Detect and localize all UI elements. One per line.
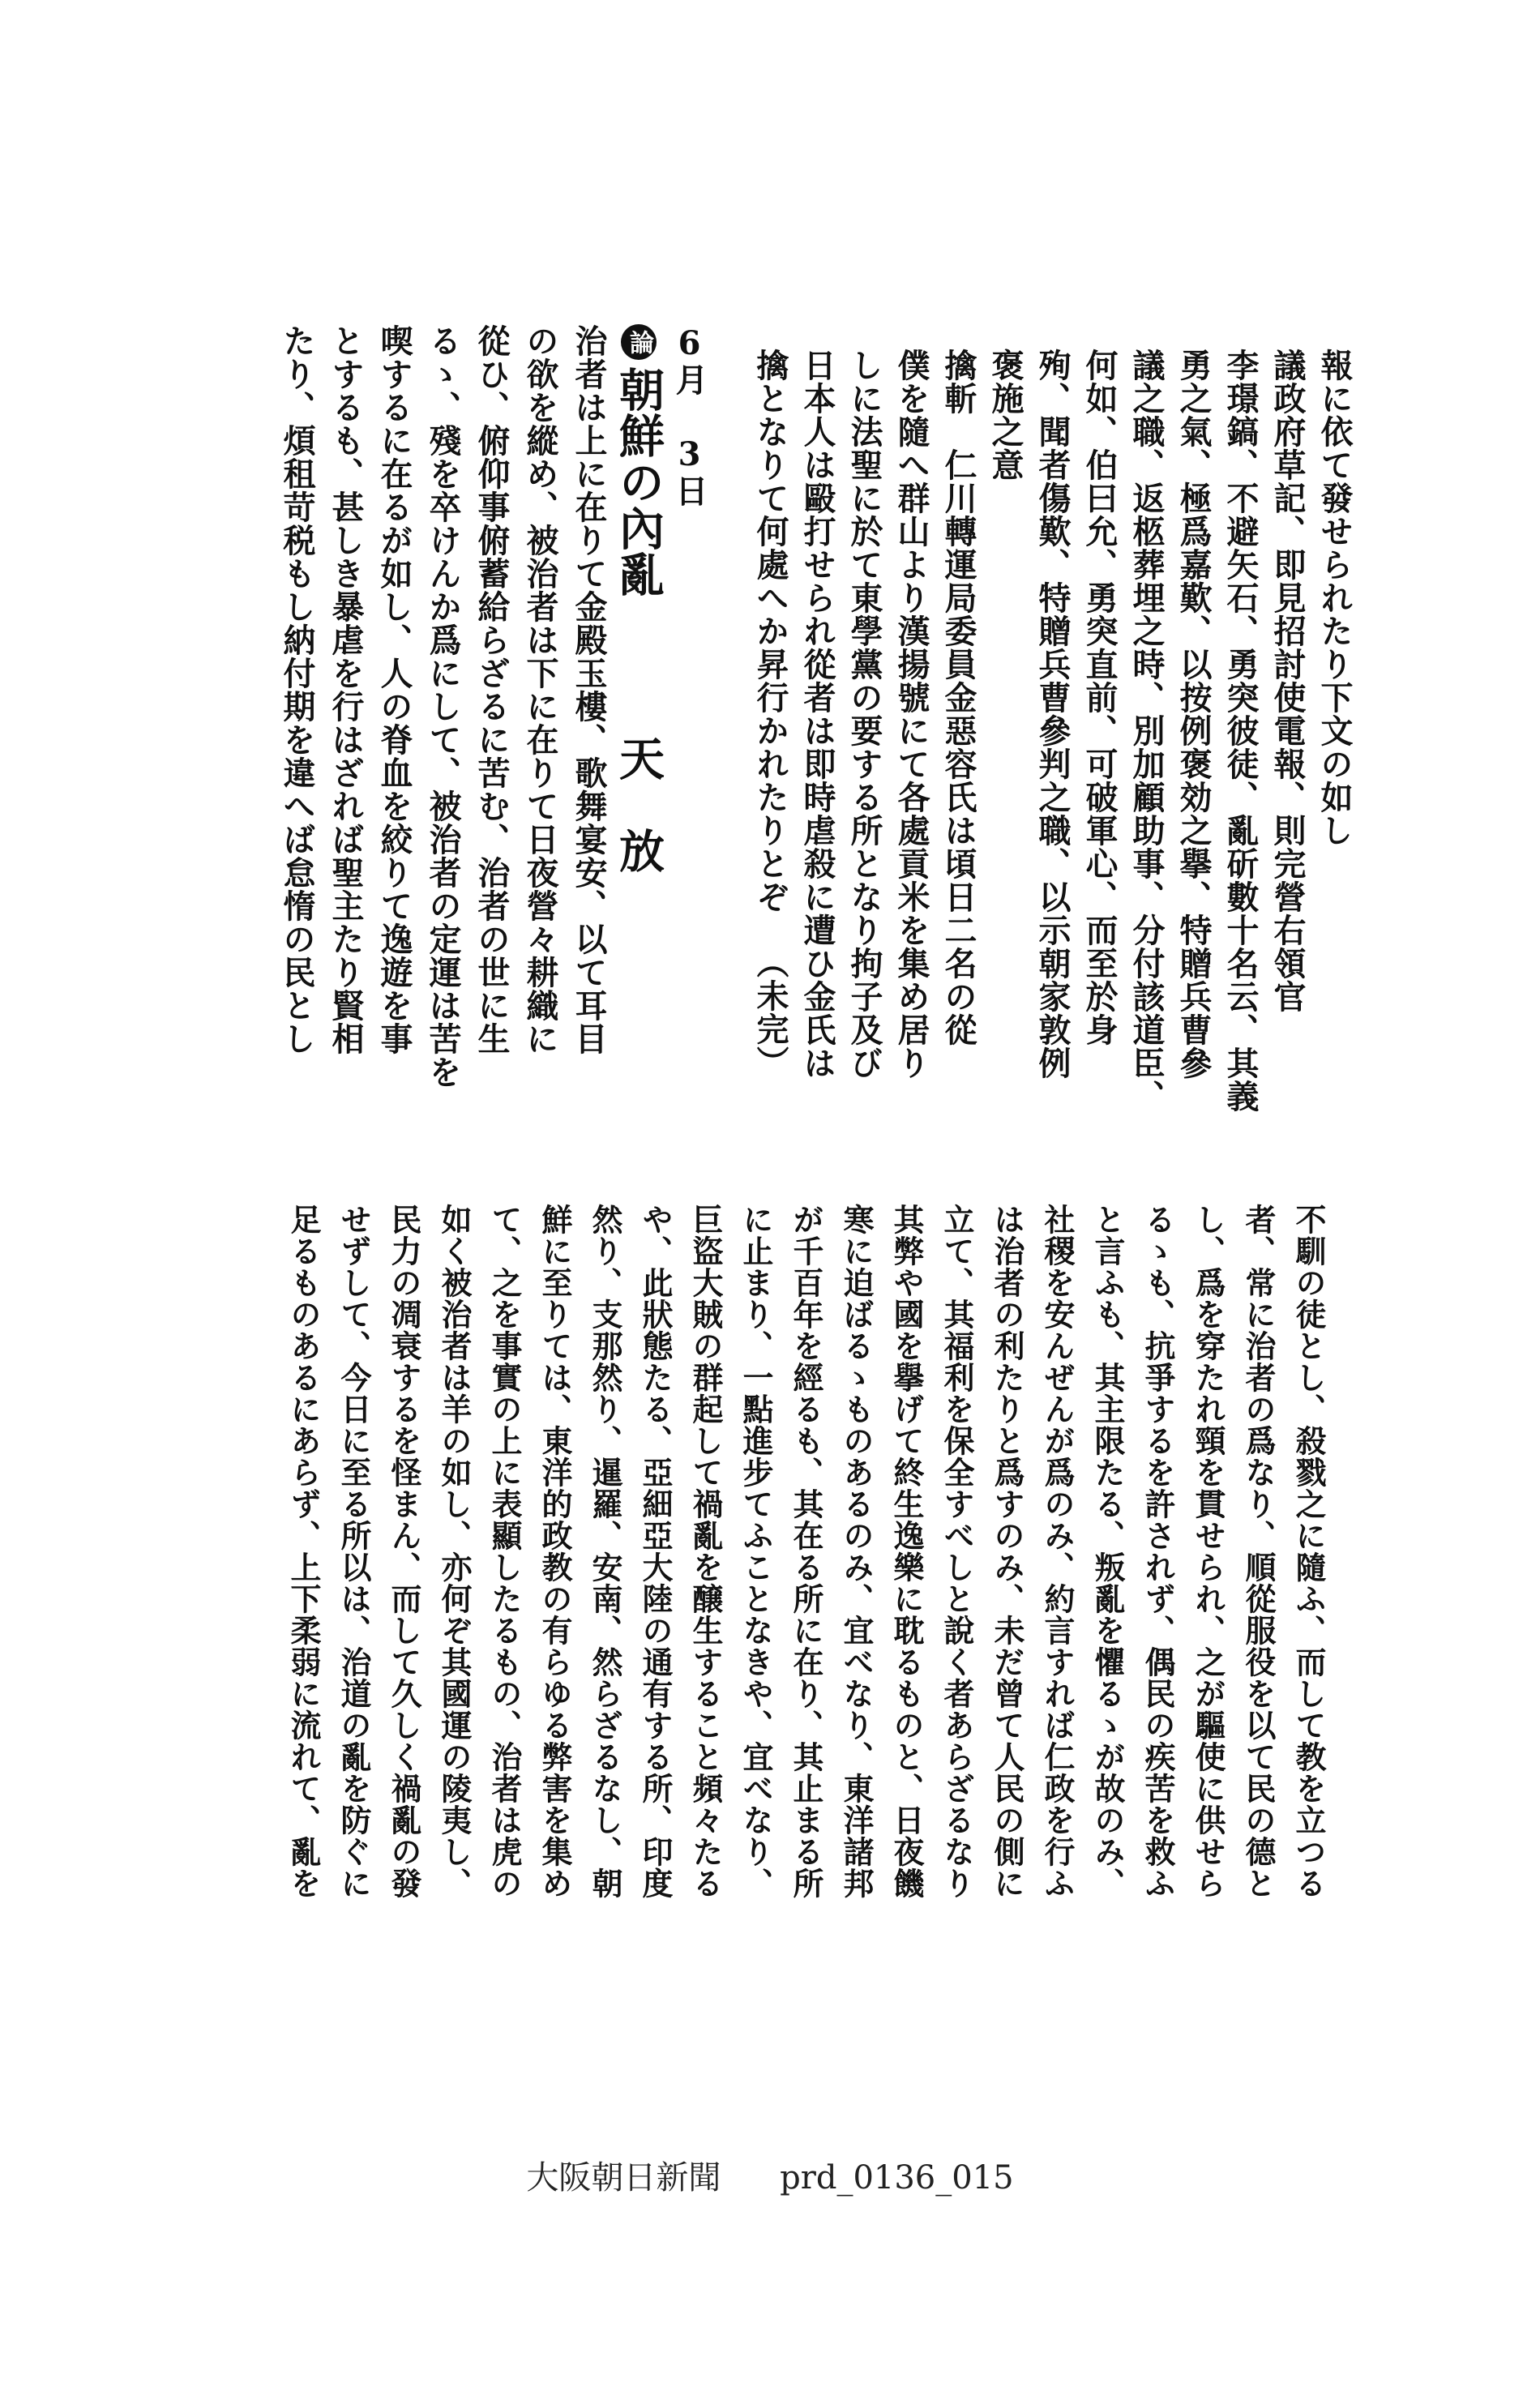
text-column: 議之職、返柩葬埋之時、別加顧助事、分付該道臣、 xyxy=(1127,349,1166,1113)
page-id: prd_0136_015 xyxy=(780,2159,1014,2197)
text-column: 報に依て發せられたり下文の如し xyxy=(1315,349,1354,847)
text-column: せずして、今日に至る所以は、治道の亂を防ぐに xyxy=(336,1204,372,1899)
article-top-right xyxy=(751,349,1358,1113)
title-mark-badge: 論 xyxy=(621,324,657,360)
text-column: 議政府草記、即見招討使電報、則完營右領官 xyxy=(1268,349,1307,1013)
text-column: 立て、其福利を保全すべしと說く者あらざるなり xyxy=(939,1204,975,1899)
page-footer xyxy=(0,2152,1540,2198)
unfinished-mark: （未完） xyxy=(751,946,789,1079)
text-column: 喫するに在るが如し、人の脊血を絞りて逸遊を事 xyxy=(375,324,413,1055)
text-column: 僕を隨へ群山より漢揚號にて各處貢米を集め居り xyxy=(892,349,930,1080)
text-column: が千百年を經るも、其在る所に在り、其止まる所 xyxy=(788,1204,824,1899)
text-column: は治者の利たりと爲すのみ、未だ曾て人民の側に xyxy=(989,1204,1025,1899)
text-column: 何如、伯曰允、勇突直前、可破軍心、而至於身 xyxy=(1080,349,1119,1046)
text-column: と言ふも、其主限たる、叛亂を懼るゝが故のみ、 xyxy=(1089,1204,1126,1899)
text-column: 李璟鎬、不避矢石、勇突彼徒、亂斫數十名云、其義 xyxy=(1221,349,1260,1113)
text-column: て、之を事實の上に表顯したるもの、治者は虎の xyxy=(486,1204,523,1899)
text-column: の欲を縱め、被治者は下に在りて日夜營々耕織に xyxy=(521,324,559,1055)
text-column-last xyxy=(746,349,794,1102)
text-column: 如く被治者は羊の如し、亦何ぞ其國運の陵夷し、 xyxy=(436,1204,473,1899)
article-top-left xyxy=(195,324,713,1102)
text-column: とするも、甚しき暴虐を行はざれば聖主たり賢相 xyxy=(327,324,365,1055)
newspaper-name: 大阪朝日新聞 xyxy=(526,2159,721,2197)
text-column: 巨盜大賊の群起して禍亂を醸生すること頻々たる xyxy=(687,1204,724,1899)
text-column: るゝ、殘を卒けんか爲にして、被治者の定運は苦を xyxy=(424,324,462,1089)
text-column: 從ひ、俯仰事俯蓄給らざるに苦む、治者の世に生 xyxy=(473,324,511,1055)
text-column: るゝも、抗爭するを許されず、偶民の疾苦を救ふ xyxy=(1140,1204,1176,1899)
text-column: 勇之氣、極爲嘉歎、以按例褒効之擧、特贈兵曹參 xyxy=(1174,349,1213,1080)
text-column: 不馴の徒とし、殺戮之に隨ふ、而して教を立つる xyxy=(1290,1204,1327,1899)
text-column: 殉、聞者傷歎、特贈兵曹參判之職、以示朝家敦例 xyxy=(1033,349,1072,1080)
text-column: 擒斬 仁川轉運局委員金惡容氏は頃日二名の從 xyxy=(939,349,977,1046)
text-column: に止まり、一點進步てふことなきや、宜べなり、 xyxy=(738,1204,774,1899)
text-column: 治者は上に在りて金殿玉樓、歌舞宴安、以て耳目 xyxy=(570,324,608,1055)
text-column: 然り、支那然り、暹羅、安南、然らざるなし、朝 xyxy=(587,1204,623,1899)
article-title-column xyxy=(613,324,665,1102)
text-column: しに法聖に於て東學黨の要する所となり拘子及び xyxy=(845,349,883,1080)
text-column: 社稷を安んぜんが爲のみ、約言すれば仁政を行ふ xyxy=(1039,1204,1076,1899)
text-column: し、爲を穿たれ頸を貫せられ、之が驅使に供せら xyxy=(1190,1204,1226,1899)
text-column: 褒施之意 xyxy=(986,349,1025,481)
text-column: 日本人は毆打せられ從者は即時虐殺に遭ひ金氏は xyxy=(798,349,836,1080)
text-column: 者、常に治者の爲なり、順從服役を以て民の德と xyxy=(1240,1204,1277,1899)
text-column: たり、煩租苛税もし納付期を違へば怠惰の民とし xyxy=(278,324,316,1055)
text-column: 鮮に至りては、東洋的政教の有らゆる弊害を集め xyxy=(537,1204,573,1899)
text-column: 其弊や國を擧げて終生逸樂に耽るものと、日夜饑 xyxy=(888,1204,925,1899)
article-author: 天 放 xyxy=(612,735,665,874)
text-column: 寒に迫ばるゝものあるのみ、宜べなり、東洋諸邦 xyxy=(838,1204,875,1899)
article-bottom xyxy=(190,1204,1333,2387)
text-column-content: 擒となりて何處へか昇行かれたりとぞ xyxy=(751,349,789,913)
text-column: 足るものあるにあらず、上下柔弱に流れて、亂を xyxy=(285,1204,322,1899)
text-column: 民力の凋衰するを怪まん、而して久しく禍亂の發 xyxy=(386,1204,422,1899)
article-title: 朝鮮の內亂 xyxy=(612,366,665,597)
article-date: 6月 3日 xyxy=(670,324,708,507)
text-column: や、此狀態たる、亞細亞大陸の通有する所、印度 xyxy=(637,1204,674,1899)
